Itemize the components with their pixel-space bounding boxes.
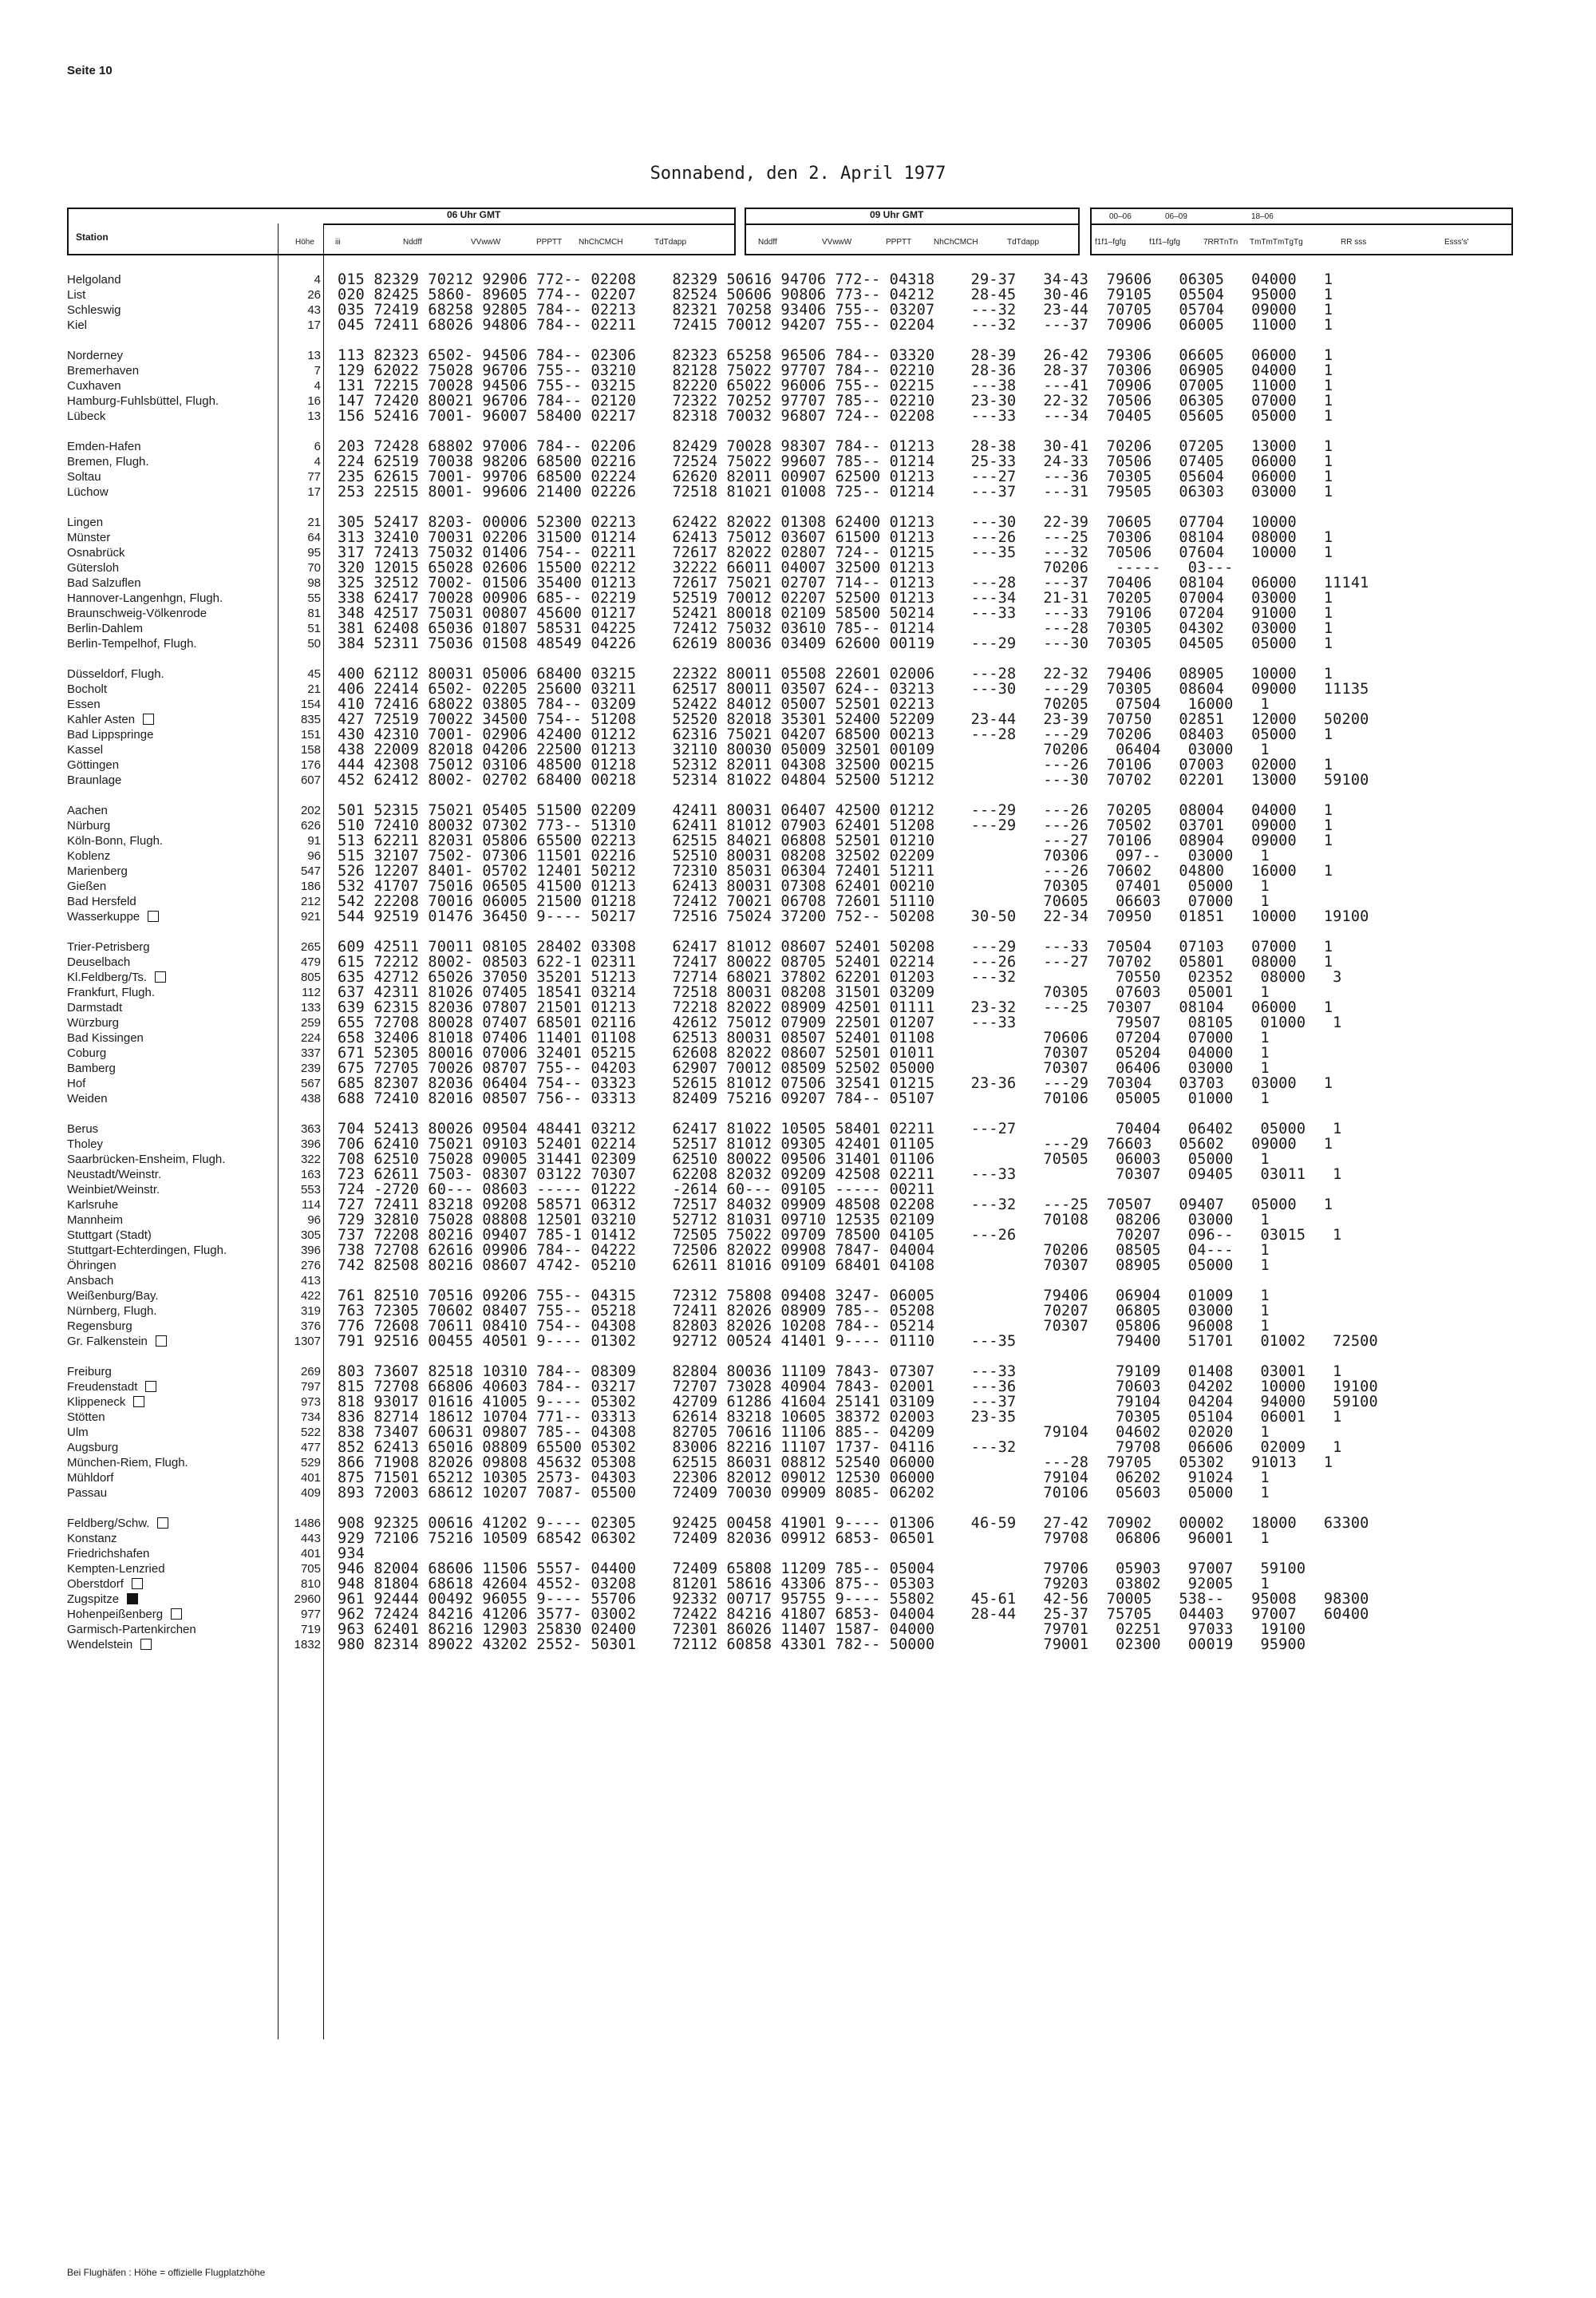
- station-hoehe: 158: [300, 743, 321, 757]
- data-row: 961 92444 00492 96055 9---- 55706 92332 00717 95755 9---- 55802 45-61 42-56 70005 538-- 95008 98300: [338, 1591, 1369, 1608]
- station-name: Frankfurt, Flugh.: [67, 986, 156, 999]
- station-name: Oberstdorf: [67, 1577, 124, 1591]
- station-name: Nürburg: [67, 819, 111, 833]
- station-hoehe: 64: [307, 531, 321, 544]
- header-tmtm: TmTmTmTgTg: [1250, 238, 1303, 247]
- data-row: 406 22414 6502- 02205 25600 03211 62517 80011 03507 624-- 03213 ---30 ---29 70305 08604 09000 11135: [338, 681, 1369, 698]
- header-station: Station: [76, 231, 109, 243]
- header-range-18-06: 18–06: [1251, 212, 1274, 221]
- station-name: Stötten: [67, 1410, 105, 1424]
- station-name: München-Riem, Flugh.: [67, 1456, 188, 1469]
- header-iii: iii: [335, 238, 341, 247]
- rule-hoehe: [323, 223, 324, 2039]
- data-row: 020 82425 5860- 89605 774-- 02207 82524 50606 90806 773-- 04212 28-45 30-46 79105 05504 95000 1: [338, 287, 1333, 303]
- station-name: Tholey: [67, 1137, 104, 1151]
- data-row: 908 92325 00616 41202 9---- 02305 92425 00458 41901 9---- 01306 46-59 27-42 70902 00002 18000 63300: [338, 1515, 1369, 1532]
- station-name: Braunschweig-Völkenrode: [67, 607, 207, 620]
- station-name: Bamberg: [67, 1062, 116, 1075]
- station-marker-open-box: [156, 1335, 167, 1347]
- station-name: Darmstadt: [67, 1001, 123, 1015]
- header-ppptt-09: PPPTT: [886, 238, 912, 247]
- station-marker-open-box: [133, 1396, 144, 1407]
- header-ttrr: 7RRTnTn: [1203, 238, 1238, 247]
- station-name: Garmisch-Partenkirchen: [67, 1623, 196, 1636]
- data-row: 639 62315 82036 07807 21501 01213 72218 82022 08909 42501 01111 23-32 ---25 70307 08104 06000 1: [338, 999, 1333, 1016]
- data-row: 818 93017 01616 41005 9---- 05302 42709 61286 41604 25141 03109 ---37 79104 04204 94000 59100: [338, 1394, 1378, 1410]
- station-name: Friedrichshafen: [67, 1547, 150, 1560]
- header-vwwww-06: VVwwW: [471, 238, 501, 247]
- data-row: 852 62413 65016 08809 65500 05302 83006 82216 11107 1737- 04116 ---32 79708 06606 02009 1: [338, 1439, 1342, 1456]
- data-row: 410 72416 68022 03805 784-- 03209 52422 84012 05007 52501 02213 70205 07504 16000 1: [338, 696, 1270, 713]
- header-nh-09: NhChCMCH: [934, 238, 978, 247]
- data-row: 723 62611 7503- 08307 03122 70307 62208 82032 09209 42508 02211 ---33 70307 09405 03011 1: [338, 1166, 1342, 1183]
- data-row: 045 72411 68026 94806 784-- 02211 72415 70012 94207 755-- 02204 ---32 ---37 70906 06005 11000 1: [338, 317, 1333, 334]
- station-name: Bad Lippspringe: [67, 728, 154, 742]
- header-divider-09: [745, 223, 1080, 225]
- station-marker-open-box: [171, 1608, 182, 1620]
- station-hoehe: 734: [300, 1410, 321, 1424]
- station-hoehe: 81: [307, 607, 321, 620]
- station-marker-open-box: [148, 911, 159, 922]
- station-hoehe: 438: [300, 1092, 321, 1105]
- station-marker-open-box: [132, 1578, 143, 1589]
- data-row: [338, 1273, 1378, 1288]
- station-hoehe: 396: [300, 1244, 321, 1257]
- station-name: Osnabrück: [67, 546, 125, 560]
- station-hoehe: 363: [300, 1122, 321, 1136]
- station-hoehe: 477: [300, 1441, 321, 1454]
- data-row: 737 72208 80216 09407 785-1 01412 72505 75022 09709 78500 04105 ---26 70207 096-- 03015 1: [338, 1227, 1342, 1244]
- station-name: Nürnberg, Flugh.: [67, 1304, 157, 1318]
- station-name: Gr. Falkenstein: [67, 1335, 148, 1348]
- station-hoehe: 163: [300, 1168, 321, 1181]
- data-row: 400 62112 80031 05006 68400 03215 22322 80011 05508 22601 02006 ---28 22-32 79406 08905 10000 1: [338, 666, 1333, 682]
- data-row: 501 52315 75021 05405 51500 02209 42411 80031 06407 42500 01212 ---29 ---26 70205 08004 04000 1: [338, 802, 1333, 819]
- station-name: Deuselbach: [67, 955, 131, 969]
- station-marker-filled-box: [127, 1593, 138, 1604]
- station-hoehe: 239: [300, 1062, 321, 1075]
- header-ff1: f1f1–fgfg: [1095, 238, 1126, 247]
- station-name: Hohenpeißenberg: [67, 1608, 164, 1621]
- station-hoehe: 810: [300, 1577, 321, 1591]
- data-row: 542 22208 70016 06005 21500 01218 72412 70021 06708 72601 51110 70605 06603 07000 1: [338, 893, 1270, 910]
- station-name: Freudenstadt: [67, 1380, 138, 1394]
- station-hoehe: 17: [307, 485, 321, 499]
- data-row: 325 32512 7002- 01506 35400 01213 72617 75021 02707 714-- 01213 ---28 ---37 70406 08104 06000 11141: [338, 575, 1369, 591]
- station-hoehe: 265: [300, 940, 321, 954]
- data-row: 708 62510 75028 09005 31441 02309 62510 80022 09506 31401 01106 70505 06003 05000 1: [338, 1151, 1270, 1168]
- data-row: 438 22009 82018 04206 22500 01213 32110 80030 05009 32501 00109 70206 06404 03000 1: [338, 742, 1270, 758]
- station-name: List: [67, 288, 86, 302]
- station-name: Kassel: [67, 743, 104, 757]
- data-row: 320 12015 65028 02606 15500 02212 32222 66011 04007 32500 01213 70206 ----- 03---: [338, 560, 1234, 576]
- header-frame-synop: [1090, 208, 1513, 255]
- header-group-09: 09 Uhr GMT: [870, 209, 924, 220]
- station-name: Bad Salzuflen: [67, 576, 141, 590]
- data-row: 637 42311 81026 07405 18541 03214 72518 80031 08208 31501 03209 70305 07603 05001 1: [338, 984, 1270, 1001]
- station-hoehe: 1307: [294, 1335, 321, 1348]
- data-row: 317 72413 75032 01406 754-- 02211 72617 82022 02807 724-- 01215 ---35 ---32 70506 07604 10000 1: [338, 544, 1333, 561]
- data-row: 655 72708 80028 07407 68501 02116 42612 75012 07909 22501 01207 ---33 79507 08105 01000 1: [338, 1015, 1342, 1031]
- station-hoehe: 4: [314, 273, 321, 287]
- station-name: Kl.Feldberg/Ts.: [67, 971, 148, 984]
- station-name: Weißenburg/Bay.: [67, 1289, 159, 1303]
- data-row: 763 72305 70602 08407 755-- 05218 72411 82026 08909 785-- 05208 70207 06805 03000 1: [338, 1303, 1270, 1319]
- station-name: Saarbrücken-Ensheim, Flugh.: [67, 1153, 226, 1166]
- station-name: Köln-Bonn, Flugh.: [67, 834, 164, 848]
- station-name: Feldberg/Schw.: [67, 1517, 150, 1530]
- data-row: 704 52413 80026 09504 48441 03212 62417 81022 10505 58401 02211 ---27 70404 06402 05000 1: [338, 1121, 1342, 1137]
- header-divider-06: [323, 223, 736, 225]
- station-name: Lübeck: [67, 409, 106, 423]
- data-row: 035 72419 68258 92805 784-- 02213 82321 70258 93406 755-- 03207 ---32 23-44 70705 05704 09000 1: [338, 302, 1333, 318]
- station-marker-open-box: [143, 714, 154, 725]
- data-row: 803 73607 82518 10310 784-- 08309 82804 80036 11109 7843- 07307 ---33 79109 01408 03001 1: [338, 1363, 1342, 1380]
- station-name: Lingen: [67, 516, 104, 529]
- data-row: 761 82510 70516 09206 755-- 04315 72312 75808 09408 3247- 06005 79406 06904 01009 1: [338, 1287, 1270, 1304]
- station-hoehe: 96: [307, 849, 321, 863]
- station-name: Ansbach: [67, 1274, 114, 1287]
- station-name: Mühldorf: [67, 1471, 114, 1485]
- data-row: 729 32810 75028 08808 12501 03210 52712 81031 09710 12535 02109 70108 08206 03000 1: [338, 1212, 1270, 1228]
- data-row: 381 62408 65036 01807 58531 04225 72412 75032 03610 785-- 01214 ---28 70305 04302 03000 1: [338, 620, 1333, 637]
- station-marker-open-box: [145, 1381, 156, 1392]
- station-hoehe: 529: [300, 1456, 321, 1469]
- station-name: Ulm: [67, 1426, 89, 1439]
- data-row: 113 82323 6502- 94506 784-- 02306 82323 65258 96506 784-- 03320 28-39 26-42 79306 06605 06000 1: [338, 347, 1333, 364]
- data-row: 131 72215 70028 94506 755-- 03215 82220 65022 96006 755-- 02215 ---38 ---41 70906 07005 11000 1: [338, 378, 1333, 394]
- data-row: 934: [338, 1545, 365, 1562]
- station-hoehe: 973: [300, 1395, 321, 1409]
- station-hoehe: 114: [302, 1198, 321, 1212]
- data-row: 253 22515 8001- 99606 21400 02226 72518 81021 01008 725-- 01214 ---37 ---31 79505 06303 03000 1: [338, 484, 1333, 500]
- station-hoehe: 322: [300, 1153, 321, 1166]
- station-hoehe: 835: [300, 713, 321, 726]
- station-marker-open-box: [157, 1517, 168, 1529]
- station-name: Marienberg: [67, 864, 128, 878]
- station-name: Braunlage: [67, 773, 122, 787]
- header-range-00-06: 00–06: [1109, 212, 1132, 221]
- header-nddff-09: Nddff: [758, 238, 777, 247]
- station-hoehe: 305: [300, 1228, 321, 1242]
- station-name: Weiden: [67, 1092, 108, 1105]
- station-hoehe: 797: [300, 1380, 321, 1394]
- data-row: 224 62519 70038 98206 68500 02216 72524 75022 99607 785-- 01214 25-33 24-33 70506 07405 06000 1: [338, 453, 1333, 470]
- station-hoehe: 401: [300, 1471, 321, 1485]
- station-hoehe: 269: [300, 1365, 321, 1378]
- station-name: Lüchow: [67, 485, 109, 499]
- station-name: Trier-Petrisberg: [67, 940, 150, 954]
- station-name: Kahler Asten: [67, 713, 136, 726]
- station-name: Berlin-Dahlem: [67, 622, 144, 635]
- station-hoehe: 547: [300, 864, 321, 878]
- rule-06-end: [735, 208, 736, 255]
- station-marker-open-box: [140, 1639, 152, 1650]
- station-hoehe: 21: [307, 516, 321, 529]
- station-hoehe: 45: [307, 667, 321, 681]
- station-name: Cuxhaven: [67, 379, 121, 393]
- station-name: Düsseldorf, Flugh.: [67, 667, 164, 681]
- data-row: 427 72519 70022 34500 754-- 51208 52520 82018 35301 52400 52209 23-44 23-39 70750 02851 12000 50200: [338, 711, 1369, 728]
- station-hoehe: 422: [300, 1289, 321, 1303]
- station-hoehe: 21: [307, 682, 321, 696]
- header-esss: Esss's': [1444, 238, 1469, 247]
- station-hoehe: 202: [300, 804, 321, 817]
- data-row: 305 52417 8203- 00006 52300 02213 62422 82022 01308 62400 01213 ---30 22-39 70605 07704 10000: [338, 514, 1297, 531]
- station-name: Coburg: [67, 1046, 107, 1060]
- date-title: Sonnabend, den 2. April 1977: [650, 164, 946, 184]
- data-row: 510 72410 80032 07302 773-- 51310 62411 81012 07903 62401 51208 ---29 ---26 70502 03701 09000 1: [338, 817, 1333, 834]
- station-hoehe: 401: [300, 1547, 321, 1560]
- data-row: 635 42712 65026 37050 35201 51213 72714 68021 37802 62201 01203 ---32 70550 02352 08000 3: [338, 969, 1342, 986]
- station-name: Gießen: [67, 880, 107, 893]
- data-row: 706 62410 75021 09103 52401 02214 52517 81012 09305 42401 01105 ---29 76603 05602 09000 1: [338, 1136, 1333, 1153]
- station-name: Aachen: [67, 804, 108, 817]
- station-name: Stuttgart-Echterdingen, Flugh.: [67, 1244, 227, 1257]
- station-name: Regensburg: [67, 1319, 132, 1333]
- station-name: Münster: [67, 531, 111, 544]
- hoehe-column: [278, 272, 321, 1652]
- station-hoehe: 705: [300, 1562, 321, 1576]
- data-row: 526 12207 8401- 05702 12401 50212 72310 85031 06304 72401 51211 ---26 70602 04800 16000 1: [338, 863, 1333, 880]
- station-hoehe: 50: [307, 637, 321, 651]
- station-name: Neustadt/Weinstr.: [67, 1168, 162, 1181]
- data-row: 384 52311 75036 01508 48549 04226 62619 80036 03409 62600 00119 ---29 ---30 70305 04505 05000 1: [338, 635, 1333, 652]
- station-name: Koblenz: [67, 849, 111, 863]
- header-range-06-09: 06–09: [1165, 212, 1187, 221]
- station-hoehe: 4: [314, 455, 321, 469]
- station-hoehe: 376: [300, 1319, 321, 1333]
- data-row: 836 82714 18612 10704 771-- 03313 62614 83218 10605 38372 02003 23-35 70305 05104 06001 1: [338, 1409, 1342, 1426]
- station-name: Berus: [67, 1122, 99, 1136]
- station-hoehe: 921: [300, 910, 321, 924]
- data-row: 671 52305 80016 07006 32401 05215 62608 82022 08607 52501 01011 70307 05204 04000 1: [338, 1045, 1270, 1062]
- header-rr: RR sss: [1341, 238, 1367, 247]
- data-row: 203 72428 68802 97006 784-- 02206 82429 70028 98307 784-- 01213 28-38 30-41 70206 07205 13000 1: [338, 438, 1333, 455]
- data-row: 893 72003 68612 10207 7087- 05500 72409 70030 09909 8085- 06202 70106 05603 05000 1: [338, 1485, 1270, 1501]
- station-name: Gütersloh: [67, 561, 120, 575]
- header-frame-station: [67, 208, 736, 255]
- header-tdapp-09: TdTdapp: [1007, 238, 1040, 247]
- station-hoehe: 567: [300, 1077, 321, 1090]
- station-name: Wasserkuppe: [67, 910, 140, 924]
- footnote: Bei Flughäfen : Höhe = offizielle Flugplatzhöhe: [67, 2267, 266, 2278]
- station-name: Bremen, Flugh.: [67, 455, 149, 469]
- station-hoehe: 112: [302, 986, 321, 999]
- station-hoehe: 70: [307, 561, 321, 575]
- station-hoehe: 133: [300, 1001, 321, 1015]
- data-row: 348 42517 75031 00807 45600 01217 52421 80018 02109 58500 50214 ---33 ---33 79106 07204 91000 1: [338, 605, 1333, 622]
- station-hoehe: 607: [300, 773, 321, 787]
- station-name: Freiburg: [67, 1365, 112, 1378]
- data-row: 688 72410 82016 08507 756-- 03313 82409 75216 09207 784-- 05107 70106 05005 01000 1: [338, 1090, 1270, 1107]
- station-name: Mannheim: [67, 1213, 124, 1227]
- data-row: 724 -2720 60--- 08603 ----- 01222 -2614 60--- 09105 ----- 00211: [338, 1181, 935, 1198]
- station-name: Hannover-Langenhgn, Flugh.: [67, 591, 223, 605]
- data-row: 738 72708 62616 09906 784-- 04222 72506 82022 09908 7847- 04004 70206 08505 04--- 1: [338, 1242, 1270, 1259]
- data-row: 532 41707 75016 06505 41500 01213 62413 80031 07308 62401 00210 70305 07401 05000 1: [338, 878, 1270, 895]
- station-hoehe: 319: [300, 1304, 321, 1318]
- station-name: Öhringen: [67, 1259, 117, 1272]
- station-hoehe: 26: [307, 288, 321, 302]
- station-name: Bremerhaven: [67, 364, 140, 378]
- data-row: 866 71908 82026 09808 45632 05308 62515 86031 08812 52540 06000 ---28 79705 05302 91013 1: [338, 1454, 1333, 1471]
- station-name: Norderney: [67, 349, 124, 362]
- station-hoehe: 98: [307, 576, 321, 590]
- station-name: Hof: [67, 1077, 86, 1090]
- data-row: 513 62211 82031 05806 65500 02213 62515 84021 06808 52501 01210 ---27 70106 08904 09000 1: [338, 833, 1333, 849]
- data-row: 235 62615 7001- 99706 68500 02224 62620 82011 00907 62500 01213 ---27 ---36 70305 05604 06000 1: [338, 469, 1333, 485]
- station-name: Stuttgart (Stadt): [67, 1228, 152, 1242]
- station-hoehe: 553: [300, 1183, 321, 1196]
- station-hoehe: 51: [307, 622, 321, 635]
- station-hoehe: 55: [307, 591, 321, 605]
- data-row: 948 81804 68618 42604 4552- 03208 81201 58616 43306 875-- 05303 79203 03802 92005 1: [338, 1576, 1270, 1592]
- station-name: Schleswig: [67, 303, 121, 317]
- station-hoehe: 4: [314, 379, 321, 393]
- station-hoehe: 96: [307, 1213, 321, 1227]
- data-row: 338 62417 70028 00906 685-- 02219 52519 70012 02207 52500 01213 ---34 21-31 70205 07004 03000 1: [338, 590, 1333, 607]
- data-row: 675 72705 70026 08707 755-- 04203 62907 70012 08509 52502 05000 70307 06406 03000 1: [338, 1060, 1270, 1077]
- observation-data: [338, 272, 1378, 1652]
- station-name: Klippeneck: [67, 1395, 126, 1409]
- station-hoehe: 91: [307, 834, 321, 848]
- station-name: Bocholt: [67, 682, 108, 696]
- station-hoehe: 259: [300, 1016, 321, 1030]
- station-hoehe: 413: [300, 1274, 321, 1287]
- data-row: 313 32410 70031 02206 31500 01214 62413 75012 03607 61500 01213 ---26 ---25 70306 08104 08000 1: [338, 529, 1333, 546]
- data-row: 791 92516 00455 40501 9---- 01302 92712 00524 41401 9---- 01110 ---35 79400 51701 01002 72500: [338, 1333, 1378, 1350]
- station-hoehe: 224: [300, 1031, 321, 1045]
- station-hoehe: 186: [300, 880, 321, 893]
- station-name: Emden-Hafen: [67, 440, 141, 453]
- header-nh-06: NhChCMCH: [579, 238, 623, 247]
- station-name: Bad Kissingen: [67, 1031, 144, 1045]
- header-hoehe: Höhe: [295, 238, 314, 247]
- data-row: 156 52416 7001- 96007 58400 02217 82318 70032 96807 724-- 02208 ---33 ---34 70405 05605 05000 1: [338, 408, 1333, 425]
- data-row: 980 82314 89022 43202 2552- 50301 72112 60858 43301 782-- 50000 79001 02300 00019 95900: [338, 1636, 1306, 1653]
- station-name: Karlsruhe: [67, 1198, 119, 1212]
- station-hoehe: 176: [300, 758, 321, 772]
- station-name: Soltau: [67, 470, 101, 484]
- data-row: 015 82329 70212 92906 772-- 02208 82329 50616 94706 772-- 04318 29-37 34-43 79606 06305 04000 1: [338, 271, 1333, 288]
- header-divider-synop: [1090, 223, 1513, 225]
- header-tdapp-06: TdTdapp: [654, 238, 687, 247]
- header-ppptt-06: PPPTT: [536, 238, 563, 247]
- station-marker-open-box: [155, 971, 166, 983]
- data-row: 838 73407 60631 09807 785-- 04308 82705 70616 11106 885-- 04209 79104 04602 02020 1: [338, 1424, 1270, 1441]
- page-number: Seite 10: [67, 64, 113, 77]
- header-nddff-06: Nddff: [403, 238, 422, 247]
- station-hoehe: 1486: [294, 1517, 321, 1530]
- station-hoehe: 396: [300, 1137, 321, 1151]
- station-hoehe: 337: [300, 1046, 321, 1060]
- station-hoehe: 276: [300, 1259, 321, 1272]
- station-hoehe: 154: [300, 698, 321, 711]
- station-hoehe: 1832: [294, 1638, 321, 1651]
- data-row: 815 72708 66806 40603 784-- 03217 72707 73028 40904 7843- 02001 ---36 70603 04202 10000 19100: [338, 1378, 1378, 1395]
- data-row: 444 42308 75012 03106 48500 01218 52312 82011 04308 32500 00215 ---26 70106 07003 02000 1: [338, 757, 1333, 773]
- station-hoehe: 13: [307, 349, 321, 362]
- station-name: Zugspitze: [67, 1592, 120, 1606]
- station-hoehe: 16: [307, 394, 321, 408]
- station-name: Essen: [67, 698, 101, 711]
- station-hoehe: 443: [300, 1532, 321, 1545]
- station-name: Kempten-Lenzried: [67, 1562, 165, 1576]
- station-hoehe: 77: [307, 470, 321, 484]
- data-row: 962 72424 84216 41206 3577- 03002 72422 84216 41807 6853- 04004 28-44 25-37 75705 04403 97007 60400: [338, 1606, 1369, 1623]
- station-hoehe: 626: [300, 819, 321, 833]
- data-row: 609 42511 70011 08105 28402 03308 62417 81012 08607 52401 50208 ---29 ---33 70504 07103 07000 1: [338, 939, 1333, 955]
- data-row: 129 62022 75028 96706 755-- 03210 82128 75022 97707 784-- 02210 28-36 28-37 70306 06905 04000 1: [338, 362, 1333, 379]
- header-ff2: f1f1–fgfg: [1149, 238, 1180, 247]
- station-hoehe: 6: [314, 440, 321, 453]
- data-row: 430 42310 7001- 02906 42400 01212 62316 75021 04207 68500 00213 ---28 ---29 70206 08403 05000 1: [338, 726, 1333, 743]
- data-row: 727 72411 83218 09208 58571 06312 72517 84032 09909 48508 02208 ---32 ---25 70507 09407 05000 1: [338, 1196, 1333, 1213]
- header-group-06: 06 Uhr GMT: [447, 209, 501, 220]
- station-hoehe: 479: [300, 955, 321, 969]
- station-name: Berlin-Tempelhof, Flugh.: [67, 637, 197, 651]
- data-row: 452 62412 8002- 02702 68400 00218 52314 81022 04804 52500 51212 ---30 70702 02201 13000 59100: [338, 772, 1369, 789]
- station-name: Helgoland: [67, 273, 121, 287]
- data-row: 147 72420 80021 96706 784-- 02120 72322 70252 97707 785-- 02210 23-30 22-32 70506 06305 07000 1: [338, 393, 1333, 409]
- station-name: Konstanz: [67, 1532, 117, 1545]
- data-row: 515 32107 7502- 07306 11501 02216 52510 80031 08208 32502 02209 70306 097-- 03000 1: [338, 848, 1270, 864]
- station-hoehe: 95: [307, 546, 321, 560]
- station-hoehe: 17: [307, 318, 321, 332]
- station-hoehe: 43: [307, 303, 321, 317]
- data-row: 658 32406 81018 07406 11401 01108 62513 80031 08507 52401 01108 70606 07204 07000 1: [338, 1030, 1270, 1046]
- data-row: 929 72106 75216 10509 68542 06302 72409 82036 09912 6853- 06501 79708 06806 96001 1: [338, 1530, 1270, 1547]
- data-row: 615 72212 8002- 08503 622-1 02311 72417 80022 08705 52401 02214 ---26 ---27 70702 05801 08000 1: [338, 954, 1333, 971]
- data-row: 544 92519 01476 36450 9---- 50217 72516 75024 37200 752-- 50208 30-50 22-34 70950 01851 10000 19100: [338, 908, 1369, 925]
- station-name: Kiel: [67, 318, 88, 332]
- station-hoehe: 409: [300, 1486, 321, 1500]
- data-row: 685 82307 82036 06404 754-- 03323 52615 81012 07506 32541 01215 23-36 ---29 70304 03703 03000 1: [338, 1075, 1333, 1092]
- station-name: Passau: [67, 1486, 108, 1500]
- station-hoehe: 719: [300, 1623, 321, 1636]
- station-hoehe: 805: [300, 971, 321, 984]
- station-hoehe: 13: [307, 409, 321, 423]
- station-hoehe: 977: [300, 1608, 321, 1621]
- data-row: 742 82508 80216 08607 4742- 05210 62611 81016 09109 68401 04108 70307 08905 05000 1: [338, 1257, 1270, 1274]
- header-vwwww-09: VVwwW: [822, 238, 852, 247]
- station-name: Würzburg: [67, 1016, 120, 1030]
- station-hoehe: 2960: [294, 1592, 321, 1606]
- data-row: 875 71501 65212 10305 2573- 04303 22306 82012 09012 12530 06000 79104 06202 91024 1: [338, 1469, 1270, 1486]
- station-hoehe: 522: [300, 1426, 321, 1439]
- station-hoehe: 7: [314, 364, 321, 378]
- station-hoehe: 212: [300, 895, 321, 908]
- data-row: 963 62401 86216 12903 25830 02400 72301 86026 11407 1587- 04000 79701 02251 97033 19100: [338, 1621, 1306, 1638]
- station-name: Göttingen: [67, 758, 120, 772]
- data-row: 776 72608 70611 08410 754-- 04308 82803 82026 10208 784-- 05214 70307 05806 96008 1: [338, 1318, 1270, 1335]
- station-name: Augsburg: [67, 1441, 119, 1454]
- data-row: 946 82004 68606 11506 5557- 04400 72409 65808 11209 785-- 05004 79706 05903 97007 59100: [338, 1560, 1306, 1577]
- station-name: Weinbiet/Weinstr.: [67, 1183, 160, 1196]
- station-hoehe: 151: [300, 728, 321, 742]
- station-name: Hamburg-Fuhlsbüttel, Flugh.: [67, 394, 219, 408]
- station-name: Bad Hersfeld: [67, 895, 136, 908]
- station-name: Wendelstein: [67, 1638, 133, 1651]
